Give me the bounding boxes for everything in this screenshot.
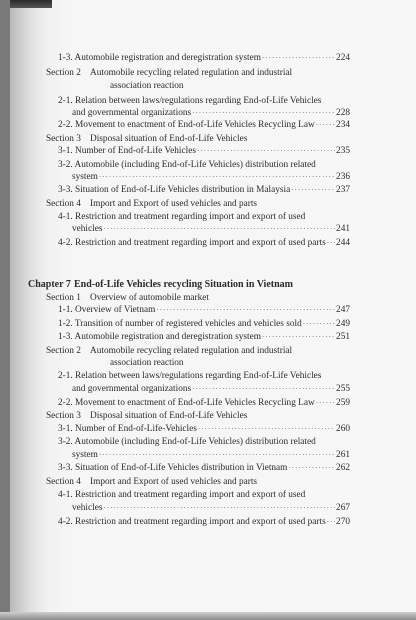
- toc-entry-title-cont: vehicles: [72, 224, 103, 234]
- toc-page-number: 244: [336, 238, 350, 248]
- section-number: Section 4: [46, 477, 81, 487]
- toc-entry-title: 3-2. Automobile (including End-of-Life Vehicles) distribution related: [58, 160, 316, 170]
- leader-dots: [303, 318, 335, 330]
- leader-dots: [192, 107, 335, 119]
- chapter-heading: [28, 279, 293, 291]
- section-title: Automobile recycling related regulation and industrial: [90, 68, 293, 78]
- toc-page-number: 251: [336, 332, 350, 342]
- toc-entry: [72, 449, 350, 461]
- toc-entry: [58, 331, 350, 343]
- toc-page-number: 241: [336, 224, 350, 234]
- toc-page-number: 234: [336, 120, 350, 130]
- page-bottom-shadow: [0, 612, 416, 620]
- toc-entry-title: 1-1. Overview of Vietnam: [58, 305, 156, 315]
- toc-page-number: 262: [336, 463, 350, 473]
- leader-dots: [327, 237, 335, 249]
- toc-entry: [58, 145, 350, 157]
- section-heading: [46, 67, 292, 79]
- toc-entry: [72, 171, 350, 183]
- leader-dots: [316, 119, 335, 131]
- toc-entry-title: 2-2. Movement to enactment of End-of-Life Vehicles Recycling Law: [58, 120, 315, 130]
- section-title: Overview of automobile market: [90, 293, 210, 303]
- toc-page-number: 235: [336, 146, 350, 156]
- toc-entry: [58, 52, 350, 64]
- toc-entry-title: 4-1. Restriction and treatment regarding import and export of used: [58, 490, 306, 500]
- leader-dots: [198, 423, 335, 435]
- toc-entry-title: 1-2. Transition of number of registered vehicles and vehicles sold: [58, 319, 302, 329]
- toc-entry-title: 3-1. Number of End-of-Life-Vehicles: [58, 424, 197, 434]
- section-title: Import and Export of used vehicles and parts: [90, 199, 258, 209]
- toc-entry-title-cont: vehicles: [72, 503, 103, 513]
- leader-dots: [99, 449, 335, 461]
- leader-dots: [288, 462, 335, 474]
- toc-page-number: 224: [336, 53, 350, 63]
- toc-entry-title: 3-2. Automobile (including End-of-Life Vehicles) distribution related: [58, 437, 316, 447]
- chapter-number: Chapter 7: [28, 279, 71, 290]
- toc-page-number: 236: [336, 172, 350, 182]
- section-number: Section 3: [46, 411, 81, 421]
- toc-entry-title: 3-3. Situation of End-of-Life Vehicles distribution in Malaysia: [58, 185, 291, 195]
- toc-entry: [72, 107, 350, 119]
- toc-entry-title: 4-1. Restriction and treatment regarding import and export of used: [58, 212, 306, 222]
- section-heading: [46, 133, 247, 145]
- chapter-title: End-of-Life Vehicles recycling Situation in Vietnam: [74, 279, 293, 290]
- toc-entry: [58, 237, 350, 249]
- toc-entry-title-cont: system: [72, 450, 98, 460]
- leader-dots: [291, 184, 335, 196]
- toc-entry: [58, 318, 350, 330]
- toc-page-number: 261: [336, 450, 350, 460]
- leader-dots: [327, 516, 335, 528]
- toc-entry-title: 4-2. Restriction and treatment regarding import and export of used parts: [58, 238, 326, 248]
- toc-entry: [72, 383, 350, 395]
- book-page: [10, 0, 416, 612]
- section-title: Automobile recycling related regulation and industrial: [90, 346, 293, 356]
- toc-entry-title: 4-2. Restriction and treatment regarding import and export of used parts: [58, 517, 326, 527]
- section-heading: [46, 410, 247, 422]
- toc-entry: [58, 423, 350, 435]
- toc-entry-title: 2-2. Movement to enactment of End-of-Life Vehicles Recycling Law: [58, 398, 315, 408]
- toc-entry: [58, 184, 350, 196]
- toc-page-number: 259: [336, 398, 350, 408]
- toc-entry-title-cont: system: [72, 172, 98, 182]
- toc-page-number: 255: [336, 384, 350, 394]
- section-heading: [46, 345, 292, 357]
- toc-page-number: 270: [336, 517, 350, 527]
- page-corner-shadow: [10, 0, 52, 8]
- toc-entry-title: 2-1. Relation between laws/regulations regarding End-of-Life Vehicles: [58, 96, 322, 106]
- toc-entry: [58, 516, 350, 528]
- toc-page-number: 249: [336, 319, 350, 329]
- leader-dots: [197, 145, 335, 157]
- leader-dots: [103, 223, 335, 235]
- section-number: Section 4: [46, 199, 81, 209]
- toc-entry-title-cont: and governmental organizations: [72, 108, 192, 118]
- toc-page-number: 228: [336, 108, 350, 118]
- toc-entry-title: 3-3. Situation of End-of-Life Vehicles distribution in Vietnam: [58, 463, 288, 473]
- toc-entry: [58, 397, 350, 409]
- leader-dots: [156, 304, 335, 316]
- leader-dots: [316, 397, 335, 409]
- section-title: Disposal situation of End-of-Life Vehicles: [90, 134, 248, 144]
- section-title-cont: association reaction: [110, 81, 184, 91]
- toc-entry-title: 2-1. Relation between laws/regulations regarding End-of-Life Vehicles: [58, 371, 322, 381]
- leader-dots: [262, 331, 335, 343]
- leader-dots: [103, 502, 335, 514]
- toc-entry-title: 1-3. Automobile registration and deregistration system: [58, 332, 261, 342]
- section-number: Section 2: [46, 346, 81, 356]
- section-heading: [46, 198, 257, 210]
- section-number: Section 1: [46, 293, 81, 303]
- toc-page-number: 247: [336, 305, 350, 315]
- toc-page-number: 237: [336, 185, 350, 195]
- toc-entry-title: 1-3. Automobile registration and deregistration system: [58, 53, 261, 63]
- toc-entry: [58, 304, 350, 316]
- section-number: Section 2: [46, 68, 81, 78]
- section-heading: [46, 476, 257, 488]
- toc-entry: [58, 462, 350, 474]
- section-title-cont: association reaction: [110, 358, 184, 368]
- section-title: Import and Export of used vehicles and parts: [90, 477, 258, 487]
- section-heading: [46, 292, 209, 304]
- toc-entry: [58, 119, 350, 131]
- toc-page-number: 267: [336, 503, 350, 513]
- toc-entry: [72, 223, 350, 235]
- leader-dots: [262, 52, 335, 64]
- toc-entry-title-cont: and governmental organizations: [72, 384, 192, 394]
- toc-entry: [72, 502, 350, 514]
- toc-entry-title: 3-1. Number of End-of-Life Vehicles: [58, 146, 196, 156]
- leader-dots: [192, 383, 335, 395]
- section-number: Section 3: [46, 134, 81, 144]
- toc-page-number: 260: [336, 424, 350, 434]
- section-title: Disposal situation of End-of-Life Vehicles: [90, 411, 248, 421]
- leader-dots: [99, 171, 335, 183]
